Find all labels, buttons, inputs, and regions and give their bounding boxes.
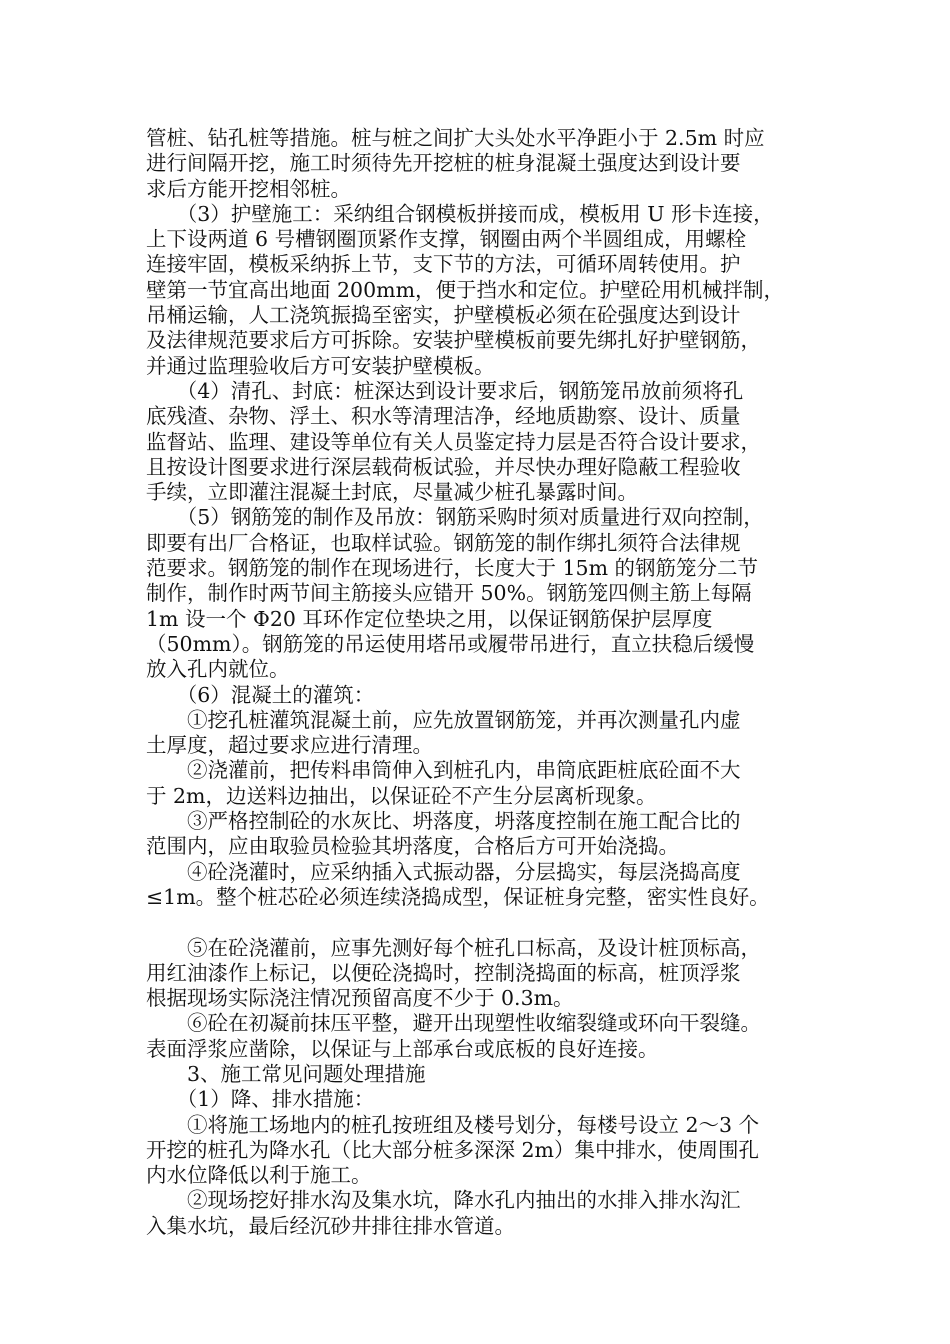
- text-line: 进行间隔开挖，施工时须待先开挖桩的桩身混凝土强度达到设计要: [146, 151, 741, 176]
- text-line: 土厚度，超过要求应进行清理。: [146, 733, 433, 758]
- text-line: 底残渣、杂物、浮土、积水等清理洁净，经地质勘察、设计、质量: [146, 404, 741, 429]
- text-line: 管桩、钻孔桩等措施。桩与桩之间扩大头处水平净距小于 2.5m 时应: [146, 126, 765, 150]
- text-line: （50mm）。钢筋笼的吊运使用塔吊或履带吊进行，直立扶稳后缓慢: [146, 631, 755, 656]
- text-line: ⑥砼在初凝前抹压平整，避开出现塑性收缩裂缝或环向干裂缝。: [146, 1011, 761, 1036]
- text-line: 内水位降低以利于施工。: [146, 1163, 372, 1188]
- text-line: ①挖孔桩灌筑混凝土前，应先放置钢筋笼，并再次测量孔内虚: [146, 707, 741, 732]
- text-line: 手续，立即灌注混凝土封底，尽量减少桩孔暴露时间。: [146, 480, 638, 505]
- text-line: 壁第一节宜高出地面 200mm，便于挡水和定位。护壁砼用机械拌制，: [146, 277, 785, 302]
- text-line: 表面浮浆应凿除，以保证与上部承台或底板的良好连接。: [146, 1036, 659, 1061]
- document-body: [146, 126, 816, 1239]
- text-line: 制作，制作时两节间主筋接头应错开 50%。钢筋笼四侧主筋上每隔: [146, 581, 752, 606]
- text-line: 开挖的桩孔为降水孔（比大部分桩多深深 2m）集中排水，使周围孔: [146, 1137, 759, 1162]
- text-line: 上下设两道 6 号槽钢圈顶紧作支撑，钢圈由两个半圆组成，用螺栓: [146, 227, 747, 252]
- text-line: 并通过监理验收后方可安装护壁模板。: [146, 353, 495, 378]
- text-line: 即要有出厂合格证，也取样试验。钢筋笼的制作绑扎须符合法律规: [146, 530, 741, 555]
- text-line: 放入孔内就位。: [146, 657, 290, 682]
- blank-line: [146, 910, 816, 935]
- text-line: 用红油漆作上标记，以便砼浇捣时，控制浇捣面的标高，桩顶浮浆: [146, 960, 741, 985]
- text-line: （1）降、排水措施：: [146, 1087, 375, 1112]
- text-line: （4）清孔、封底：桩深达到设计要求后，钢筋笼吊放前须将孔: [146, 378, 744, 403]
- text-line: （5）钢筋笼的制作及吊放：钢筋采购时须对质量进行双向控制，: [146, 505, 764, 530]
- text-line: ②浇灌前，把传料串筒伸入到桩孔内，串筒底距桩底砼面不大: [146, 758, 741, 783]
- text-line: ③严格控制砼的水灰比、坍落度，坍落度控制在施工配合比的: [146, 809, 741, 834]
- text-line: （3）护壁施工：采纳组合钢模板拼接而成，模板用 U 形卡连接，: [146, 201, 774, 226]
- text-line: 且按设计图要求进行深层载荷板试验，并尽快办理好隐蔽工程验收: [146, 454, 741, 479]
- text-line: ②现场挖好排水沟及集水坑，降水孔内抽出的水排入排水沟汇: [146, 1188, 741, 1213]
- text-line: 3、施工常见问题处理措施: [146, 1061, 426, 1086]
- text-line: ≤1m。整个桩芯砼必须连续浇捣成型，保证桩身完整，密实性良好。: [146, 884, 770, 909]
- text-line: 求后方能开挖相邻桩。: [146, 176, 351, 201]
- text-line: 监督站、监理、建设等单位有关人员鉴定持力层是否符合设计要求，: [146, 429, 761, 454]
- text-line: 及法律规范要求后方可拆除。安装护壁模板前要先绑扎好护壁钢筋，: [146, 328, 761, 353]
- text-line: ⑤在砼浇灌前，应事先测好每个桩孔口标高，及设计桩顶标高，: [146, 935, 761, 960]
- text-line: 根据现场实际浇注情况预留高度不少于 0.3m。: [146, 986, 574, 1011]
- text-line: 连接牢固，模板采纳拆上节，支下节的方法，可循环周转使用。护: [146, 252, 741, 277]
- text-line: 范要求。钢筋笼的制作在现场进行，长度大于 15m 的钢筋笼分二节: [146, 556, 759, 581]
- text-line: ①将施工场地内的桩孔按班组及楼号划分，每楼号设立 2～3 个: [146, 1112, 760, 1137]
- text-line: 入集水坑，最后经沉砂井排往排水管道。: [146, 1213, 515, 1238]
- text-line: 于 2m，边送料边抽出，以保证砼不产生分层离析现象。: [146, 783, 657, 808]
- text-line: （6）混凝土的灌筑：: [146, 682, 375, 707]
- text-line: ④砼浇灌时，应采纳插入式振动器，分层捣实，每层浇捣高度: [146, 859, 741, 884]
- text-line: 范围内，应由取验员检验其坍落度，合格后方可开始浇捣。: [146, 834, 679, 859]
- text-line: 1m 设一个 Φ20 耳环作定位垫块之用，以保证钢筋保护层厚度: [146, 606, 713, 631]
- text-line: 吊桶运输，人工浇筑振捣至密实，护壁模板必须在砼强度达到设计: [146, 303, 741, 328]
